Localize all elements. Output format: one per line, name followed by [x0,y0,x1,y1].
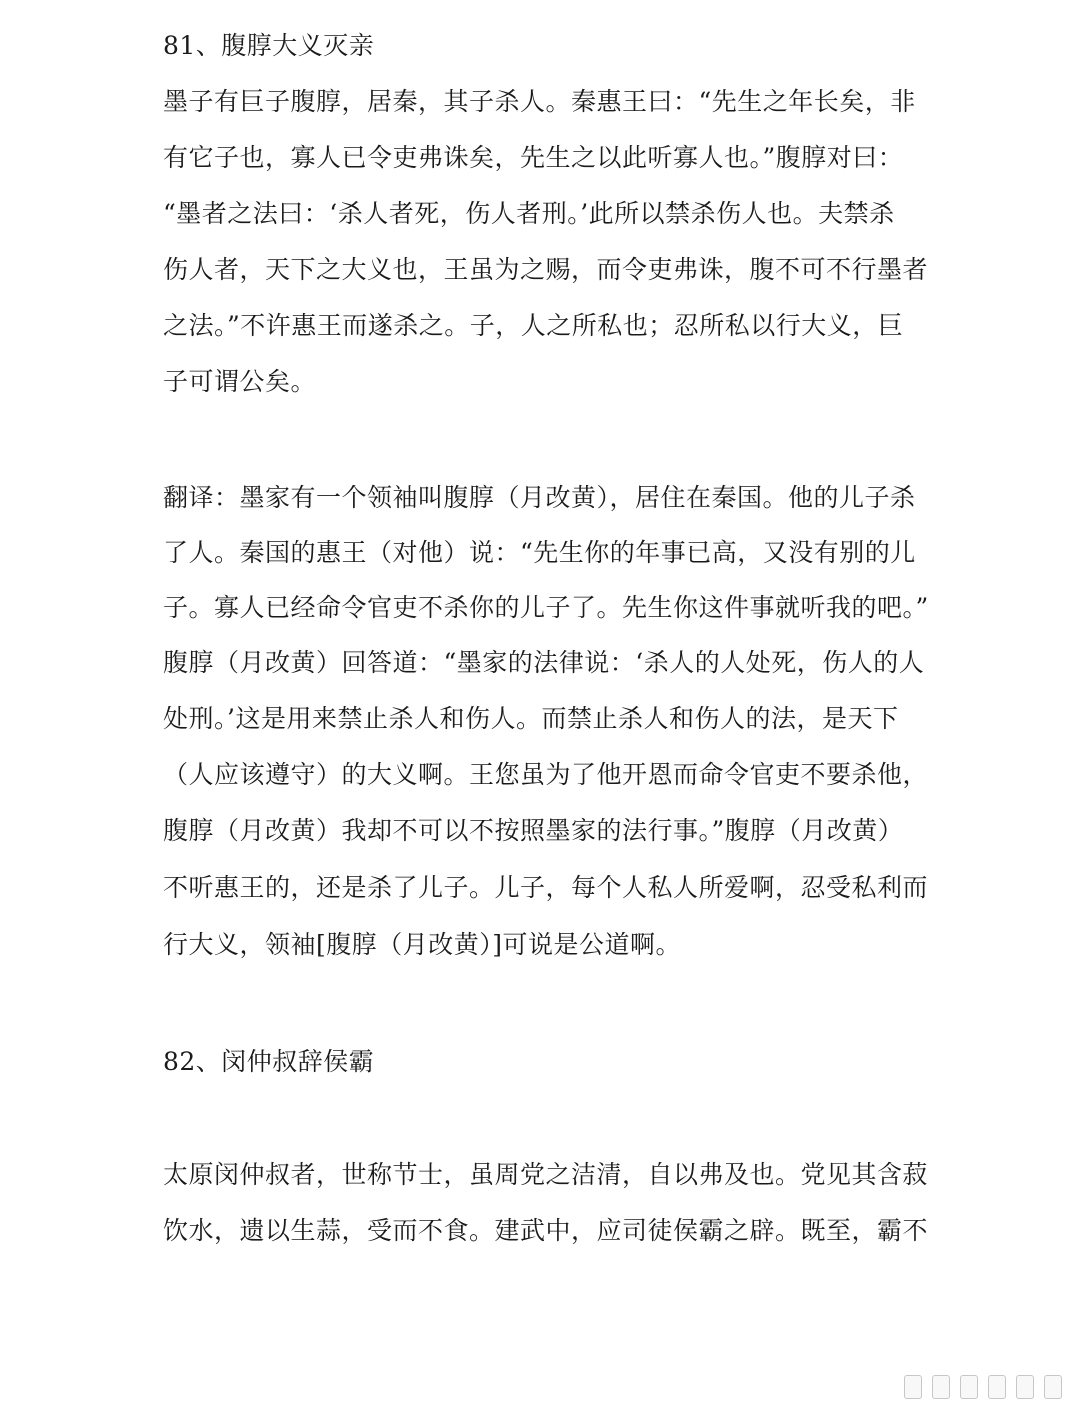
section-81-translation-line: （人应该遵守）的大义啊。王您虽为了他开恩而命令官吏不要杀他， [163,760,929,789]
section-81-translation-line: 不听惠王的，还是杀了儿子。儿子，每个人私人所爱啊，忍受私利而 [163,873,929,902]
section-81-translation-line: 腹朜（月改黄）回答道：“墨家的法律说：‘杀人的人处死，伤人的人 [163,648,925,677]
section-81-translation-line: 处刑。’这是用来禁止杀人和伤人。而禁止杀人和伤人的法，是天下 [163,704,899,733]
section-82-title: 82、闵仲叔辞侯霸 [163,1047,375,1076]
section-81-translation-line: 子。寡人已经命令官吏不杀你的儿子了。先生你这件事就听我的吧。” [163,593,929,622]
section-81-original-line: 子可谓公矣。 [163,367,317,396]
section-81-translation-line: 腹朜（月改黄）我却不可以不按照墨家的法行事。”腹朜（月改黄） [163,816,904,845]
section-81-original-line: 之法。”不许惠王而遂杀之。子，人之所私也；忍所私以行大义，巨 [163,311,904,340]
watermark-mark [1016,1375,1034,1399]
section-82-original-line: 太原闵仲叔者，世称节士，虽周党之洁清，自以弗及也。党见其含菽 [163,1160,929,1189]
watermark [904,1375,1062,1399]
watermark-mark [988,1375,1006,1399]
section-81-original-line: “墨者之法曰：‘杀人者死，伤人者刑。’此所以禁杀伤人也。夫禁杀 [163,199,895,228]
watermark-mark [932,1375,950,1399]
section-81-translation-line: 行大义，领袖[腹朜（月改黄）]可说是公道啊。 [163,930,682,959]
section-81-original-line: 伤人者，天下之大义也，王虽为之赐，而令吏弗诛，腹不可不行墨者 [163,255,929,284]
watermark-mark [960,1375,978,1399]
section-81-original-line: 墨子有巨子腹朜，居秦，其子杀人。秦惠王曰：“先生之年长矣，非 [163,87,916,116]
section-81-title: 81、腹朜大义灭亲 [163,31,375,60]
watermark-mark [1044,1375,1062,1399]
section-81-original-line: 有它子也，寡人已令吏弗诛矣，先生之以此听寡人也。”腹朜对曰： [163,143,904,172]
section-82-original-line: 饮水，遗以生蒜，受而不食。建武中，应司徒侯霸之辟。既至，霸不 [163,1216,929,1245]
section-81-translation-line: 翻译：墨家有一个领袖叫腹朜（月改黄），居住在秦国。他的儿子杀 [163,483,916,512]
section-81-translation-line: 了人。秦国的惠王（对他）说：“先生你的年事已高，又没有别的儿 [163,538,916,567]
watermark-mark [904,1375,922,1399]
